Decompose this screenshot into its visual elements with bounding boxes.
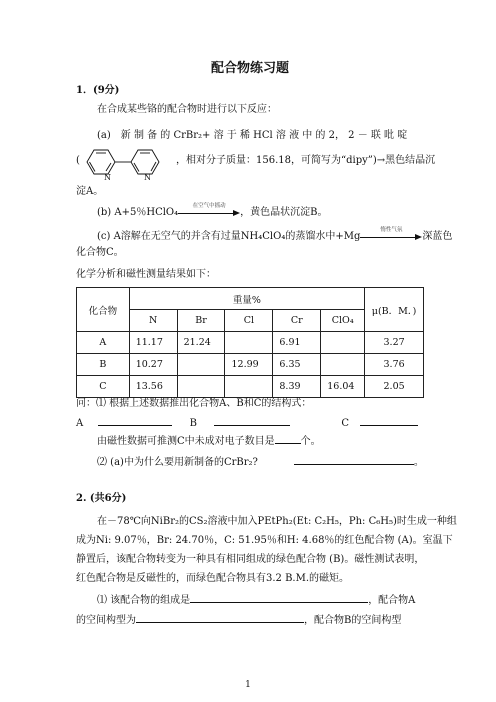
q1-ask1b-pre: 由磁性数据可推测C中未成对电子数目是	[97, 436, 275, 447]
header-weight-percent: 重量%	[129, 288, 364, 310]
q2-paragraph-line4: 红色配合物是反磁性的，而绿色配合物具有3.2 B.M.的磁矩。	[76, 573, 350, 584]
header-clo4: ClO₄	[321, 310, 365, 332]
q1-reaction-b-post: ，黄色晶状沉淀B。	[240, 207, 328, 218]
q1-table-intro: 化学分析和磁性测量结果如下：	[76, 269, 216, 280]
cell-cl: 12.99	[225, 354, 273, 376]
cell-n: 13.56	[129, 376, 177, 398]
cell-cr: 8.39	[273, 376, 321, 398]
answer-blank-geometry-a[interactable]	[136, 613, 304, 623]
reaction-arrow-c	[360, 227, 422, 243]
q1-ask2	[97, 455, 424, 469]
row-compound: C	[77, 376, 130, 398]
header-compound: 化合物	[77, 288, 130, 332]
q1-ask2-post: 。	[413, 457, 424, 468]
q2-ask1-line2-pre: 的空间构型为	[76, 615, 136, 626]
q1-reaction-a-line3: 淀A。	[76, 186, 104, 197]
reaction-arrow-c-label: 惰性气氛	[380, 227, 403, 233]
table-row	[77, 332, 424, 354]
page-number: 1	[245, 680, 251, 690]
q1-reaction-a-line2: ，相对分子质量：156.18，可简写为“dipy”)→黑色结晶沉	[176, 155, 436, 166]
cell-mu: 3.76	[365, 354, 424, 376]
header-cr: Cr	[273, 310, 321, 332]
header-cl: Cl	[225, 310, 273, 332]
answer-blank-q1-ask2[interactable]	[294, 455, 414, 465]
header-magnetic-moment: μ(B．M．)	[365, 288, 424, 332]
row-compound: B	[77, 354, 130, 376]
table-row	[77, 354, 424, 376]
q1-heading: 1．(9分)	[76, 85, 120, 96]
answer-blank-b[interactable]	[214, 416, 290, 426]
cell-mu: 3.27	[365, 332, 424, 354]
cell-mu: 2.05	[365, 376, 424, 398]
answer-blank-unpaired-electrons[interactable]	[275, 434, 301, 444]
table-row	[77, 376, 424, 398]
q1-intro: 在合成某些铬的配合物时进行以下反应：	[97, 104, 277, 115]
q1-ask1: 问：⑴ 根据上述数据推出化合物A、B和C的结构式：	[76, 398, 312, 409]
answer-blank-composition[interactable]	[190, 593, 368, 603]
cell-clo4: 16.04	[321, 376, 365, 398]
answer-blank-c[interactable]	[360, 416, 418, 426]
cell-cr: 6.91	[273, 332, 321, 354]
q2-ask1-post: ，配合物A	[368, 595, 416, 606]
cell-cr: 6.35	[273, 354, 321, 376]
q1-ask1b-post: 个。	[300, 436, 321, 447]
cell-cl	[225, 376, 273, 398]
cell-n: 10.27	[129, 354, 177, 376]
cell-cl	[225, 332, 273, 354]
q2-paragraph-line1: 在－78℃向NiBr₂的CS₂溶液中加入PEtPh₂(Et: C₂H₅，Ph: C₆H₅)时生成一种组	[97, 516, 457, 527]
q1-paren-open: (	[76, 155, 80, 166]
answer-label-b: B	[189, 418, 197, 429]
q1-reaction-c-pre: (c) A溶解在无空气的并含有过量NH₄ClO₄的蒸馏水中+Mg	[97, 231, 361, 242]
bipy-n-right: N	[144, 173, 151, 181]
cell-clo4	[321, 354, 365, 376]
cell-br	[177, 354, 225, 376]
cell-clo4	[321, 332, 365, 354]
q2-heading: 2. (共6分)	[76, 493, 127, 504]
header-n: N	[129, 310, 177, 332]
cell-br: 21.24	[177, 332, 225, 354]
q2-ask1-line2	[76, 613, 401, 627]
bipyridine-structure-icon	[80, 147, 172, 181]
q1-reaction-a-line1: (a) 新 制 备 的 CrBr₂+ 溶 于 稀 HCl 溶 液 中 的 2， 2 － 联 吡 啶	[97, 130, 408, 141]
q1-reaction-b-pre: (b) A+5％HClO₄	[97, 207, 179, 218]
q2-ask1-pre: ⑴ 该配合物的组成是	[97, 595, 191, 606]
header-br: Br	[177, 310, 225, 332]
q1-reaction-b	[97, 203, 328, 219]
q2-paragraph-line3: 静置后，该配合物转变为一种具有相同组成的绿色配合物 (B)。磁性测试表明，	[76, 554, 425, 565]
q1-reaction-c-post: 深蓝色	[422, 231, 453, 242]
q2-paragraph-line2: 成为Ni: 9.07％，Br: 24.70％，C: 51.95％和H: 4.68％的红色配合物 (A)。室温下	[76, 535, 453, 546]
reaction-arrow-b	[178, 203, 240, 219]
answer-blank-a[interactable]	[98, 416, 172, 426]
row-compound: A	[77, 332, 130, 354]
q1-reaction-c	[97, 227, 453, 243]
q2-ask1	[97, 593, 415, 607]
answer-label-a: A	[76, 418, 84, 429]
q1-ask2-pre: ⑵ (a)中为什么要用新制备的CrBr₂?	[97, 457, 258, 468]
q1-answer-row	[76, 416, 418, 430]
answer-label-c: C	[341, 418, 349, 429]
cell-br	[177, 376, 225, 398]
page-title: 配合物练习题	[211, 61, 290, 76]
bipy-n-left: N	[104, 173, 111, 181]
q2-ask1-line2-post: ，配合物B的空间构型	[304, 615, 402, 626]
reaction-arrow-b-label: 在空气中摇动	[192, 203, 226, 209]
analysis-table	[76, 287, 424, 398]
q1-reaction-c-line2: 化合物C。	[76, 247, 124, 258]
q1-ask1b	[97, 434, 321, 448]
cell-n: 11.17	[129, 332, 177, 354]
